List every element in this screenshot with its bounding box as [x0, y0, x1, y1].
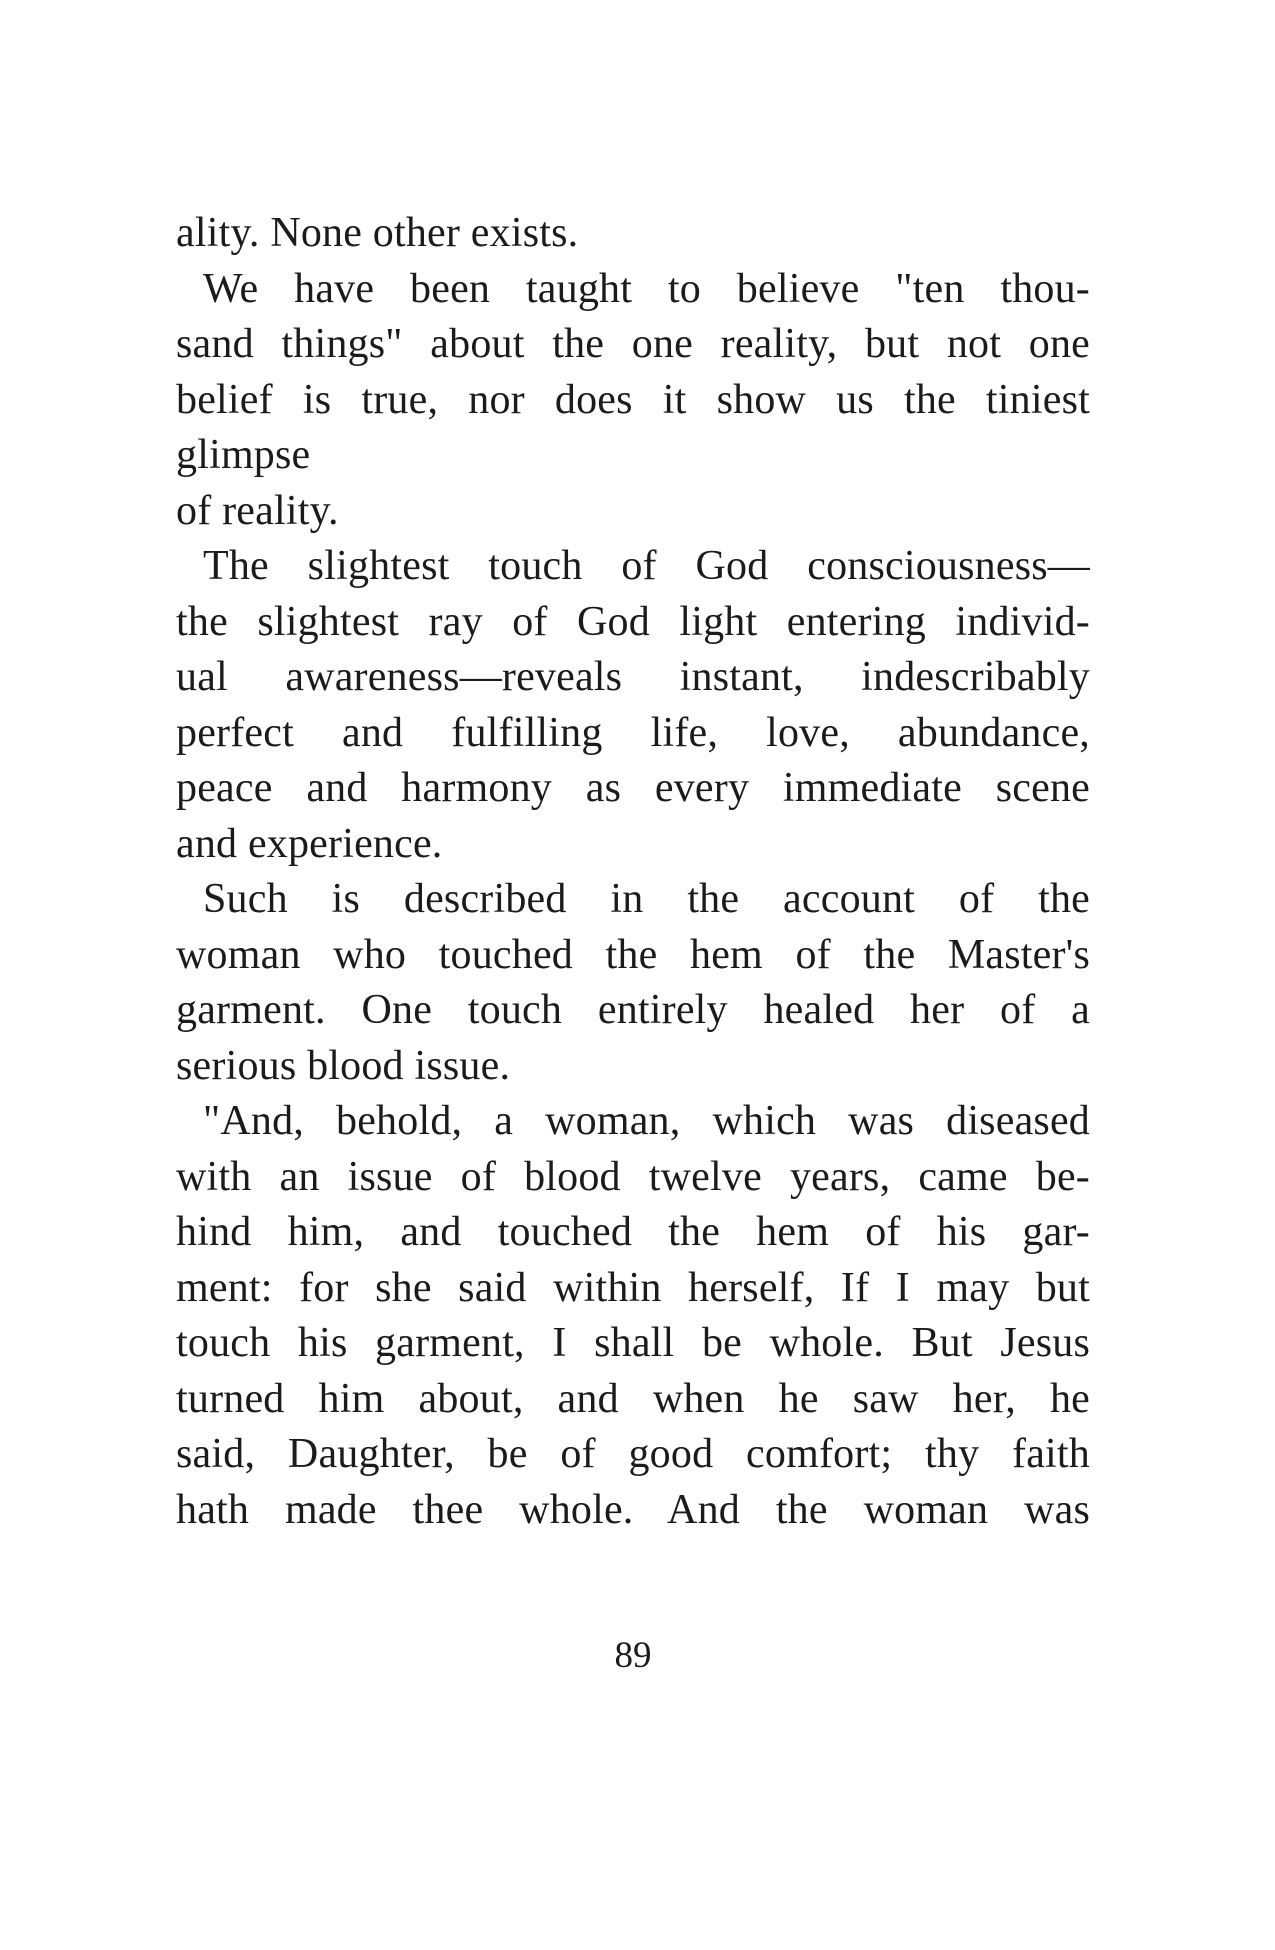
text-line: ality. None other exists. — [176, 210, 579, 256]
text-line: ual awareness—reveals instant, indescribably — [176, 654, 1090, 700]
text-line: with an issue of blood twelve years, came be- — [176, 1153, 1090, 1200]
text-line: "And, behold, a woman, which was diseased — [203, 1098, 1090, 1144]
text-line: perfect and fulfilling life, love, abundance, — [176, 709, 1090, 756]
text-line: the slightest ray of God light entering individ- — [176, 598, 1090, 645]
text-line: The slightest touch of God consciousness— — [203, 543, 1090, 589]
text-line: and experience. — [176, 820, 443, 867]
text-line: said, Daughter, be of good comfort; thy faith — [176, 1431, 1090, 1477]
text-line: touch his garment, I shall be whole. But Jesus — [176, 1320, 1090, 1366]
text-line: hind him, and touched the hem of his gar- — [176, 1209, 1090, 1255]
page-number: 89 — [614, 1635, 652, 1676]
text-line: of reality. — [176, 487, 339, 534]
page-text-block — [176, 206, 1090, 1538]
text-line: woman who touched the hem of the Master's — [176, 931, 1090, 978]
text-line: peace and harmony as every immediate scene — [176, 765, 1090, 811]
text-line: glimpse — [176, 432, 311, 478]
text-line: We have been taught to believe "ten thou- — [203, 265, 1090, 312]
text-line: hath made thee whole. And the woman was — [176, 1486, 1090, 1533]
text-line: belief is true, nor does it show us the tiniest — [176, 376, 1090, 423]
text-line: garment. One touch entirely healed her of a — [176, 987, 1090, 1033]
text-line: Such is described in the account of the — [203, 876, 1090, 922]
text-line: ment: for she said within herself, If I may but — [176, 1264, 1090, 1311]
text-line: serious blood issue. — [176, 1042, 511, 1089]
text-line: sand things" about the one reality, but not one — [176, 321, 1090, 367]
text-line: turned him about, and when he saw her, he — [176, 1375, 1090, 1422]
